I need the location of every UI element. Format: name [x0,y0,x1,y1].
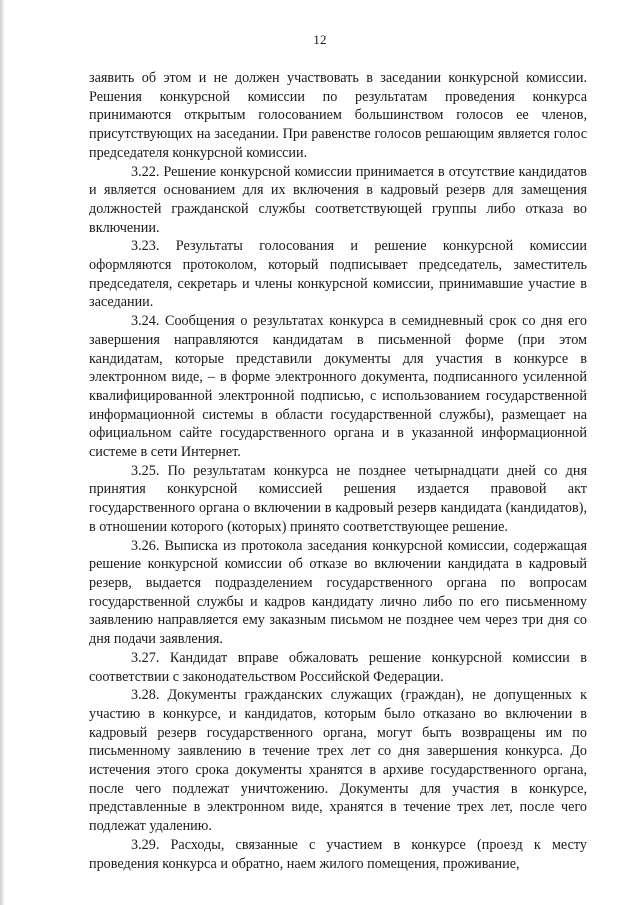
scan-edge-shadow [0,0,4,905]
document-body [89,69,587,873]
paragraph-3-28: 3.28. Документы гражданских служащих (граждан), не допущенных к участию в конкурсе, и кандидатов, которым было отказано во включении в кадровый резерв государственного органа, могут быть возвращены им по письменному заявлению в течение трех лет со дня завершения конкурса. До истечения этого срока документы хранятся в архиве государственного органа, после чего подлежат уничтожению. Документы для участия в конкурсе, представленные в электронном виде, хранятся в течение трех лет, после чего подлежат удалению. [89,687,587,835]
paragraph-3-24: 3.24. Сообщения о результатах конкурса в семидневный срок со дня его завершения направляются кандидатам в письменной форме (при этом кандидатам, которые представили документы для участия в конкурсе в электронном виде, – в форме электронного документа, подписанного усиленной квалифицированной электронной подписью, с использованием государственной информационной системы в области государственной службы), размещает на официальном сайте государственного органа и в указанной информационной системе в сети Интернет. [89,313,587,461]
page-number: 12 [313,32,327,47]
paragraph-continuation: заявить об этом и не должен участвовать в заседании конкурсной комиссии. Решения конкурсной комиссии по результатам проведения конкурса принимаются открытым голосованием большинством голосов ее членов, присутствующих на заседании. При равенстве голосов решающим является голос председателя конкурсной комиссии. [89,70,587,161]
paragraph-3-27: 3.27. Кандидат вправе обжаловать решение конкурсной комиссии в соответствии с законодательством Российской Федерации. [89,649,587,685]
paragraph-3-26: 3.26. Выписка из протокола заседания конкурсной комиссии, содержащая решение конкурсной комиссии об отказе во включении кандидата в кадровый резерв, выдается подразделением государственного органа по вопросам государственной службы и кадров кандидату лично либо по его письменному заявлению направляется ему заказным письмом не позднее чем через три дня со дня подачи заявления. [89,537,587,648]
paragraph-3-29: 3.29. Расходы, связанные с участием в конкурсе (проезд к месту проведения конкурса и обратно, наем жилого помещения, проживание, [89,836,587,872]
paragraph-3-23: 3.23. Результаты голосования и решение конкурсной комиссии оформляются протоколом, который подписывает председатель, заместитель председателя, секретарь и члены конкурсной комиссии, принимавшие участие в заседании. [89,238,587,311]
paragraph-3-25: 3.25. По результатам конкурса не позднее четырнадцати дней со дня принятия конкурсной комиссией решения издается правовой акт государственного органа о включении в кадровый резерв кандидата (кандидатов), в отношении которого (которых) принято соответствующее решение. [89,462,587,535]
paragraph-3-22: 3.22. Решение конкурсной комиссии принимается в отсутствие кандидатов и является основанием для их включения в кадровый резерв для замещения должностей гражданской службы соответствующей группы либо отказа во включении. [89,163,587,236]
